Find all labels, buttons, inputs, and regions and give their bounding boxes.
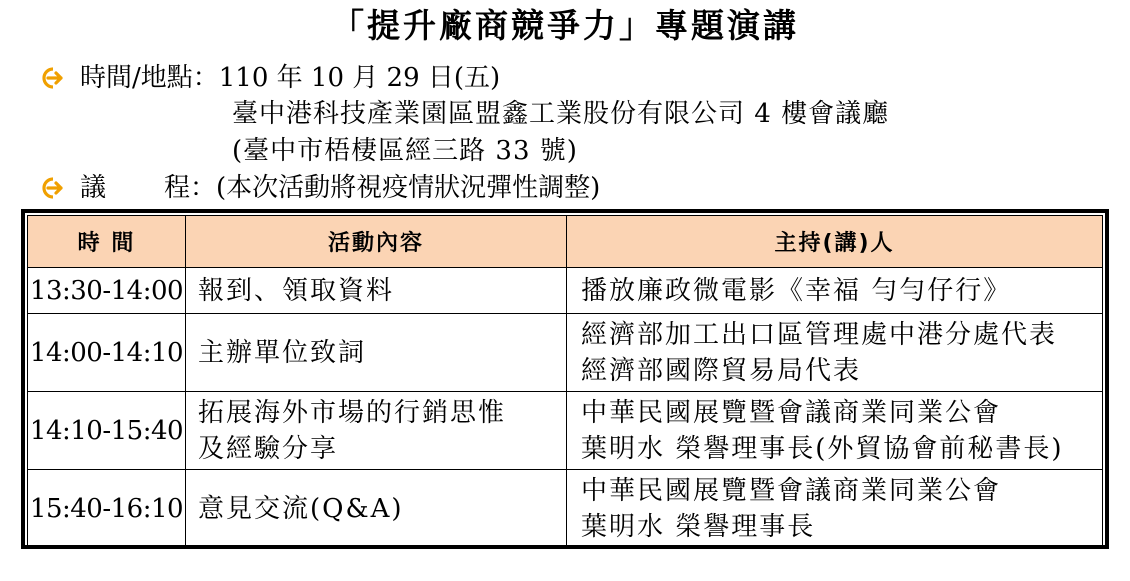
- host-line: 經濟部國際貿易局代表: [581, 355, 862, 386]
- agenda-label-b: 程：: [164, 173, 217, 203]
- page-title: 「提升廠商競爭力」專題演講: [331, 6, 799, 45]
- host-line: 中華民國展覽暨會議商業同業公會: [581, 397, 1002, 428]
- header-host: 主持(講)人: [567, 216, 1103, 268]
- host-cell: [567, 268, 1103, 314]
- location-line1: 臺中港科技產業園區盟鑫工業股份有限公司 4 樓會議廳: [232, 99, 890, 129]
- location-line2: (臺中市梧棲區經三路 33 號): [232, 136, 578, 166]
- table-row: [28, 470, 1103, 548]
- agenda-label-a: 議: [80, 173, 107, 203]
- host-line: 中華民國展覽暨會議商業同業公會: [581, 475, 1002, 506]
- time-cell: 14:10-15:40: [28, 392, 186, 470]
- header-content: 活動內容: [186, 216, 567, 268]
- time-cell: 15:40-16:10: [28, 470, 186, 548]
- datetime-row: [42, 60, 500, 96]
- content-line: 拓展海外市場的行銷思惟: [198, 397, 507, 428]
- content-line: 意見交流(Q&A): [198, 493, 404, 524]
- arrow-right-circle-icon: [42, 177, 64, 199]
- content-cell: [186, 314, 567, 392]
- host-cell: [567, 392, 1103, 470]
- event-date: 110 年 10 月 29 日(五): [218, 63, 501, 93]
- host-line: 葉明水 榮譽理事長(外貿協會前秘書長): [581, 433, 1064, 464]
- time-cell: 14:00-14:10: [28, 314, 186, 392]
- arrow-right-circle-icon: [42, 67, 64, 89]
- host-line: 播放廉政微電影《幸福 勻勻仔行》: [581, 275, 1012, 306]
- host-cell: [567, 470, 1103, 548]
- datetime-label: 時間/地點：: [80, 63, 219, 93]
- content-line: 及經驗分享: [198, 433, 339, 464]
- time-cell: 13:30-14:00: [28, 268, 186, 314]
- table-header-row: [28, 216, 1103, 268]
- host-line: 經濟部加工出口區管理處中港分處代表: [581, 319, 1058, 350]
- agenda-row: [42, 170, 600, 206]
- table-row: [28, 392, 1103, 470]
- content-cell: [186, 392, 567, 470]
- content-cell: [186, 470, 567, 548]
- host-line: 葉明水 榮譽理事長: [581, 511, 816, 542]
- content-line: 主辦單位致詞: [198, 337, 367, 368]
- table-row: [28, 268, 1103, 314]
- table-row: [28, 314, 1103, 392]
- agenda-table: [27, 215, 1103, 548]
- agenda-table-frame: [21, 209, 1109, 549]
- content-cell: [186, 268, 567, 314]
- agenda-note: (本次活動將視疫情狀況彈性調整): [216, 173, 601, 203]
- content-line: 報到、領取資料: [198, 275, 395, 306]
- host-cell: [567, 314, 1103, 392]
- header-time: 時 間: [28, 216, 186, 268]
